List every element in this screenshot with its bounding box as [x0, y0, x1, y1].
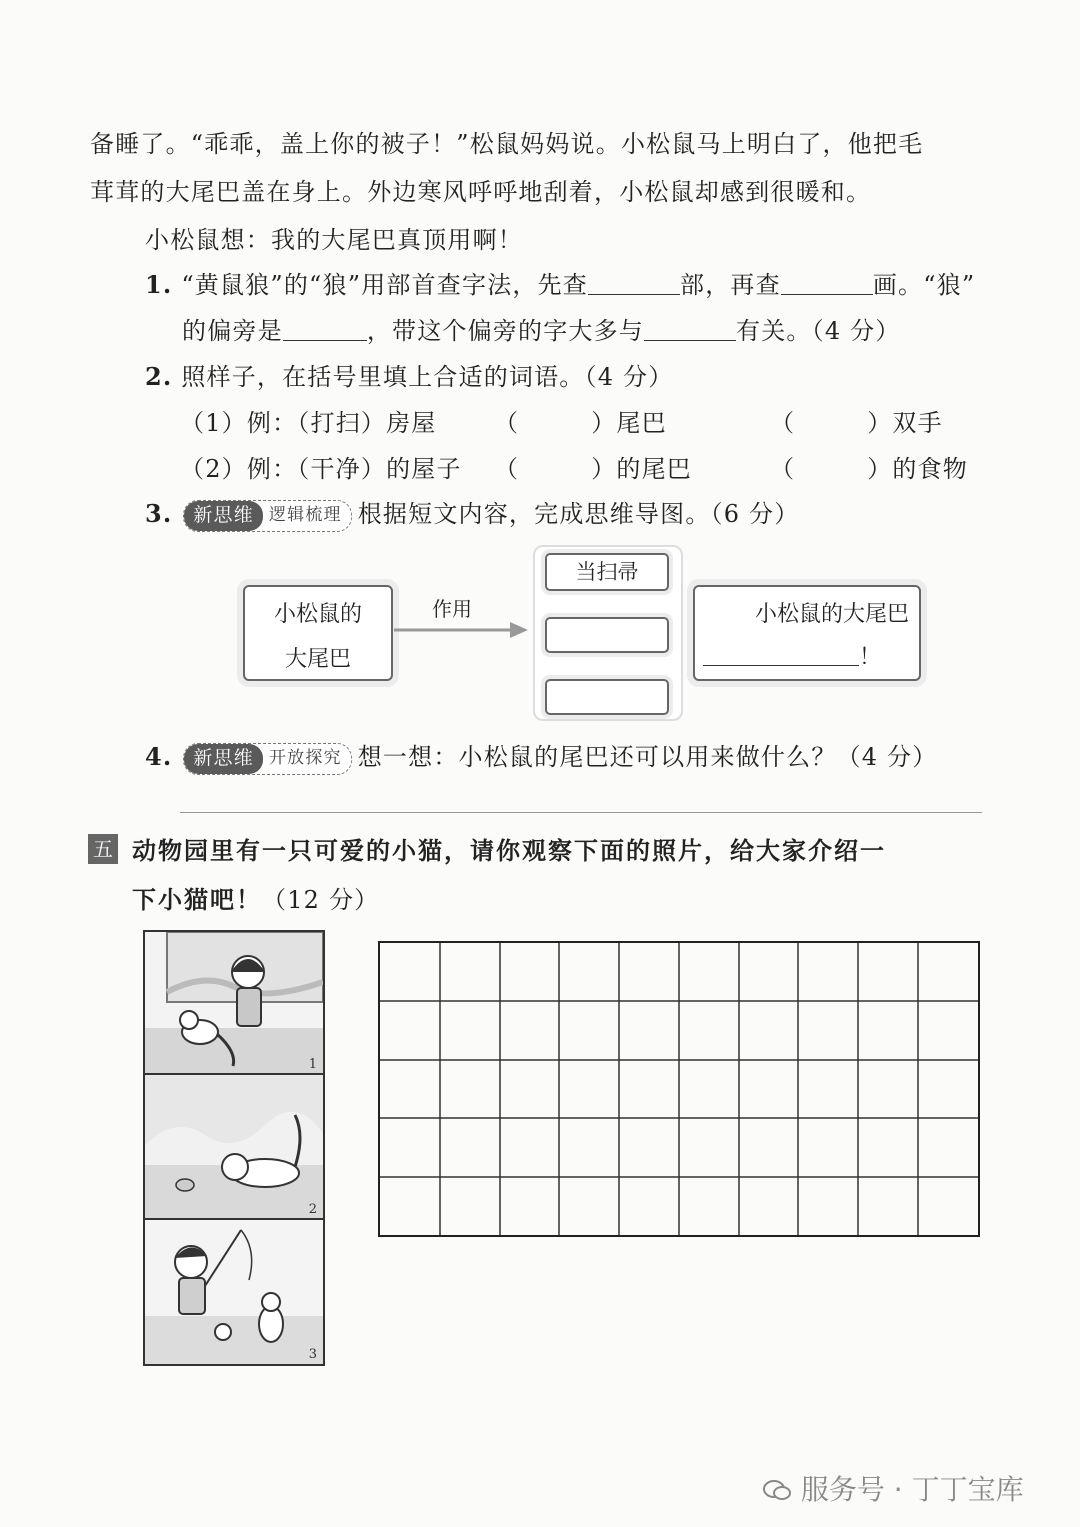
question-text: “黄鼠狼”的“狼”用部首查字法，先查: [181, 271, 588, 299]
mindmap-right-box: 小松鼠的大尾巴 ！: [693, 585, 921, 681]
question-4: [145, 737, 937, 775]
answer-blank[interactable]: [588, 272, 680, 295]
mindmap-item-3-blank[interactable]: [545, 679, 669, 715]
answer-blank[interactable]: [283, 318, 367, 341]
photo-number: 1: [308, 1057, 317, 1072]
section-divider: [180, 812, 982, 813]
question-text: 部，再查: [680, 271, 781, 299]
cat-photo-1: [143, 930, 325, 1076]
new-thinking-badge: 新思维 开放探究: [183, 743, 351, 775]
story-line-2: 茸茸的大尾巴盖在身上。外边寒风呼呼地刮着，小松鼠却感到很暖和。: [90, 178, 872, 206]
mindmap-item-1: 当扫帚: [545, 553, 669, 591]
wechat-icon: [762, 1476, 792, 1500]
question-number: 1.: [145, 270, 173, 299]
q2-row1-blank2[interactable]: （ ）双手: [770, 409, 943, 437]
new-thinking-badge: 新思维 逻辑梳理: [183, 500, 351, 532]
arrow-label: 作用: [432, 597, 472, 621]
mindmap-left-box: 小松鼠的 大尾巴: [243, 585, 393, 681]
story-line-3: 小松鼠想：我的大尾巴真顶用啊！: [145, 226, 523, 254]
arrow-right-icon: [394, 618, 534, 642]
answer-blank[interactable]: [781, 272, 873, 295]
question-text: 画。“狼”: [872, 271, 976, 299]
question-text: ，带这个偏旁的字大多与: [366, 317, 645, 345]
writing-grid[interactable]: [378, 941, 980, 1237]
question-2: [145, 357, 673, 392]
photo-number: 3: [308, 1347, 317, 1362]
answer-blank[interactable]: [703, 643, 859, 666]
mindmap-middle-group: [533, 545, 683, 721]
question-text: 想一想：小松鼠的尾巴还可以用来做什么？（4 分）: [357, 743, 938, 771]
q2-example-2: （2）例：（干净）的屋子: [180, 455, 462, 483]
section-5-title-1: 动物园里有一只可爱的小猫，请你观察下面的照片，给大家介绍一: [132, 837, 886, 865]
mindmap-item-2-blank[interactable]: [545, 617, 669, 653]
question-number: 4.: [145, 742, 173, 771]
answer-blank[interactable]: [644, 318, 736, 341]
q2-row2-blank1[interactable]: （ ）的尾巴: [494, 455, 693, 483]
question-text: 根据短文内容，完成思维导图。（6 分）: [357, 500, 800, 528]
question-text: 照样子，在括号里填上合适的词语。（4 分）: [181, 363, 674, 391]
question-3: [145, 494, 799, 532]
cat-photo-2: [143, 1073, 325, 1221]
q2-example-1: （1）例：（打扫）房屋: [180, 409, 437, 437]
question-text: 有关。（4 分）: [736, 317, 901, 345]
story-line-1: 备睡了。“乖乖，盖上你的被子！”松鼠妈妈说。小松鼠马上明白了，他把毛: [90, 130, 924, 158]
question-1-cont: [182, 311, 901, 346]
question-1: [145, 265, 975, 300]
section-5-icon: 五: [88, 834, 118, 864]
q2-row2-blank2[interactable]: （ ）的食物: [770, 455, 969, 483]
question-number: 2.: [145, 362, 173, 391]
section-5-title-2: 下小猫吧！（12 分）: [132, 886, 380, 914]
question-number: 3.: [145, 499, 173, 528]
photo-number: 2: [308, 1202, 317, 1217]
cat-photo-3: [143, 1218, 325, 1366]
question-text: 的偏旁是: [182, 317, 283, 345]
watermark: 服务号 · 丁丁宝库: [762, 1468, 1024, 1508]
q2-row1-blank1[interactable]: （ ）尾巴: [494, 409, 667, 437]
